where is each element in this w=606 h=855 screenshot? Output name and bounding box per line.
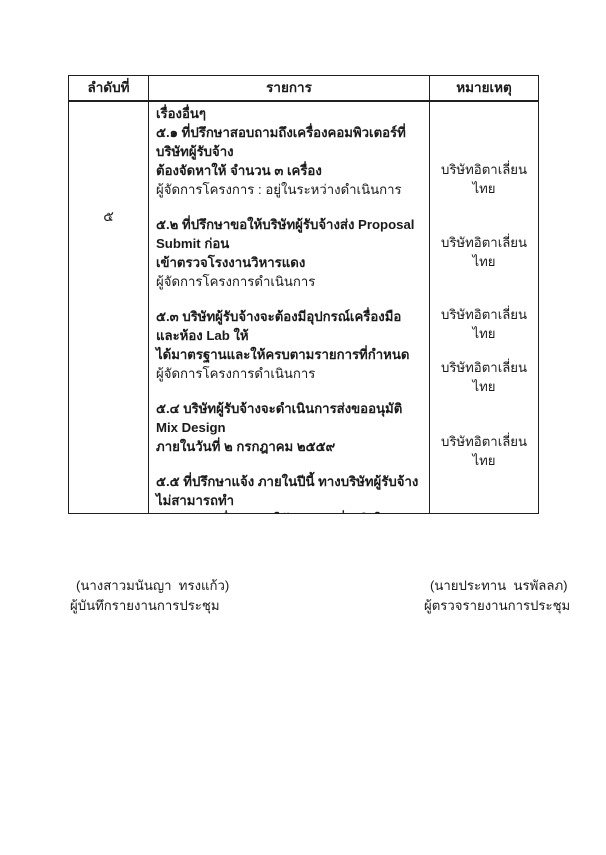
remark-company: บริษัทอิตาเลี่ยนไทย	[440, 162, 528, 196]
signature-reviewer	[424, 576, 570, 616]
remark-company: บริษัทอิตาเลี่ยนไทย	[440, 360, 528, 394]
signature-recorder	[70, 576, 229, 616]
item-5-3	[156, 307, 423, 383]
item-5-2	[156, 215, 423, 291]
item-line: ๕.๒ ที่ปรึกษาขอให้บริษัทผู้รับจ้างส่ง Proposal Submit ก่อน	[156, 217, 419, 251]
sequence-number-cell	[69, 102, 148, 513]
minutes-table	[68, 75, 539, 514]
recorder-title: ผู้บันทึกรายงานการประชุม	[70, 598, 220, 613]
remark-company: บริษัทอิตาเลี่ยนไทย	[440, 235, 528, 269]
table-header-row	[69, 76, 538, 102]
table-body-row	[69, 102, 538, 513]
header-item: รายการ	[148, 76, 429, 100]
item-status: ผู้จัดการโครงการดำเนินการ	[156, 274, 316, 289]
item-content-cell	[148, 102, 429, 513]
header-sequence-number: ลำดับที่	[87, 80, 130, 95]
item-line: ได้มาตรฐานและให้ครบตามรายการที่กำหนด	[156, 347, 410, 362]
item-status: ผู้จัดการโครงการ : อยู่ในระหว่างดำเนินการ	[156, 182, 402, 197]
remark-company: บริษัทอิตาเลี่ยนไทย	[440, 307, 528, 341]
item-line	[156, 510, 423, 513]
section-title: เรื่องอื่นๆ	[156, 106, 206, 121]
item-5-4	[156, 399, 423, 456]
row-number: ๕	[103, 208, 114, 224]
item-5-1	[156, 104, 423, 199]
header-remark: หมายเหตุ	[429, 76, 538, 100]
item-status: ผู้จัดการโครงการดำเนินการ	[156, 366, 316, 381]
item-line: ต้องจัดหาให้ จำนวน ๓ เครื่อง	[156, 163, 322, 178]
recorder-name: (นางสาวมนันญา ทรงแก้ว)	[76, 578, 230, 593]
remark-company: บริษัทอิตาเลี่ยนไทย	[440, 434, 528, 468]
item-line: เข้าตรวจโรงงานวิหารแดง	[156, 255, 306, 270]
item-line: ภายในวันที่ ๒ กรกฎาคม ๒๕๕๙	[156, 439, 336, 454]
item-5-5	[156, 472, 423, 513]
item-line: ๕.๕ ที่ปรึกษาแจ้ง ภายในปีนี้ ทางบริษัทผู้รับจ้างไม่สามารถทำ	[156, 474, 419, 508]
item-line: ๕.๑ ที่ปรึกษาสอบถามถึงเครื่องคอมพิวเตอร์ที่บริษัทผู้รับจ้าง	[156, 125, 406, 159]
item-line: ๕.๔ บริษัทผู้รับจ้างจะดำเนินการส่งขออนุมัติ Mix Design	[156, 401, 406, 435]
reviewer-name: (นายประทาน นรพัลลภ)	[430, 578, 568, 593]
reviewer-title: ผู้ตรวจรายงานการประชุม	[424, 598, 571, 613]
item-line: ๕.๓ บริษัทผู้รับจ้างจะต้องมีอุปกรณ์เครื่องมือและห้อง Lab ให้	[156, 309, 402, 343]
remark-cell	[429, 102, 538, 513]
